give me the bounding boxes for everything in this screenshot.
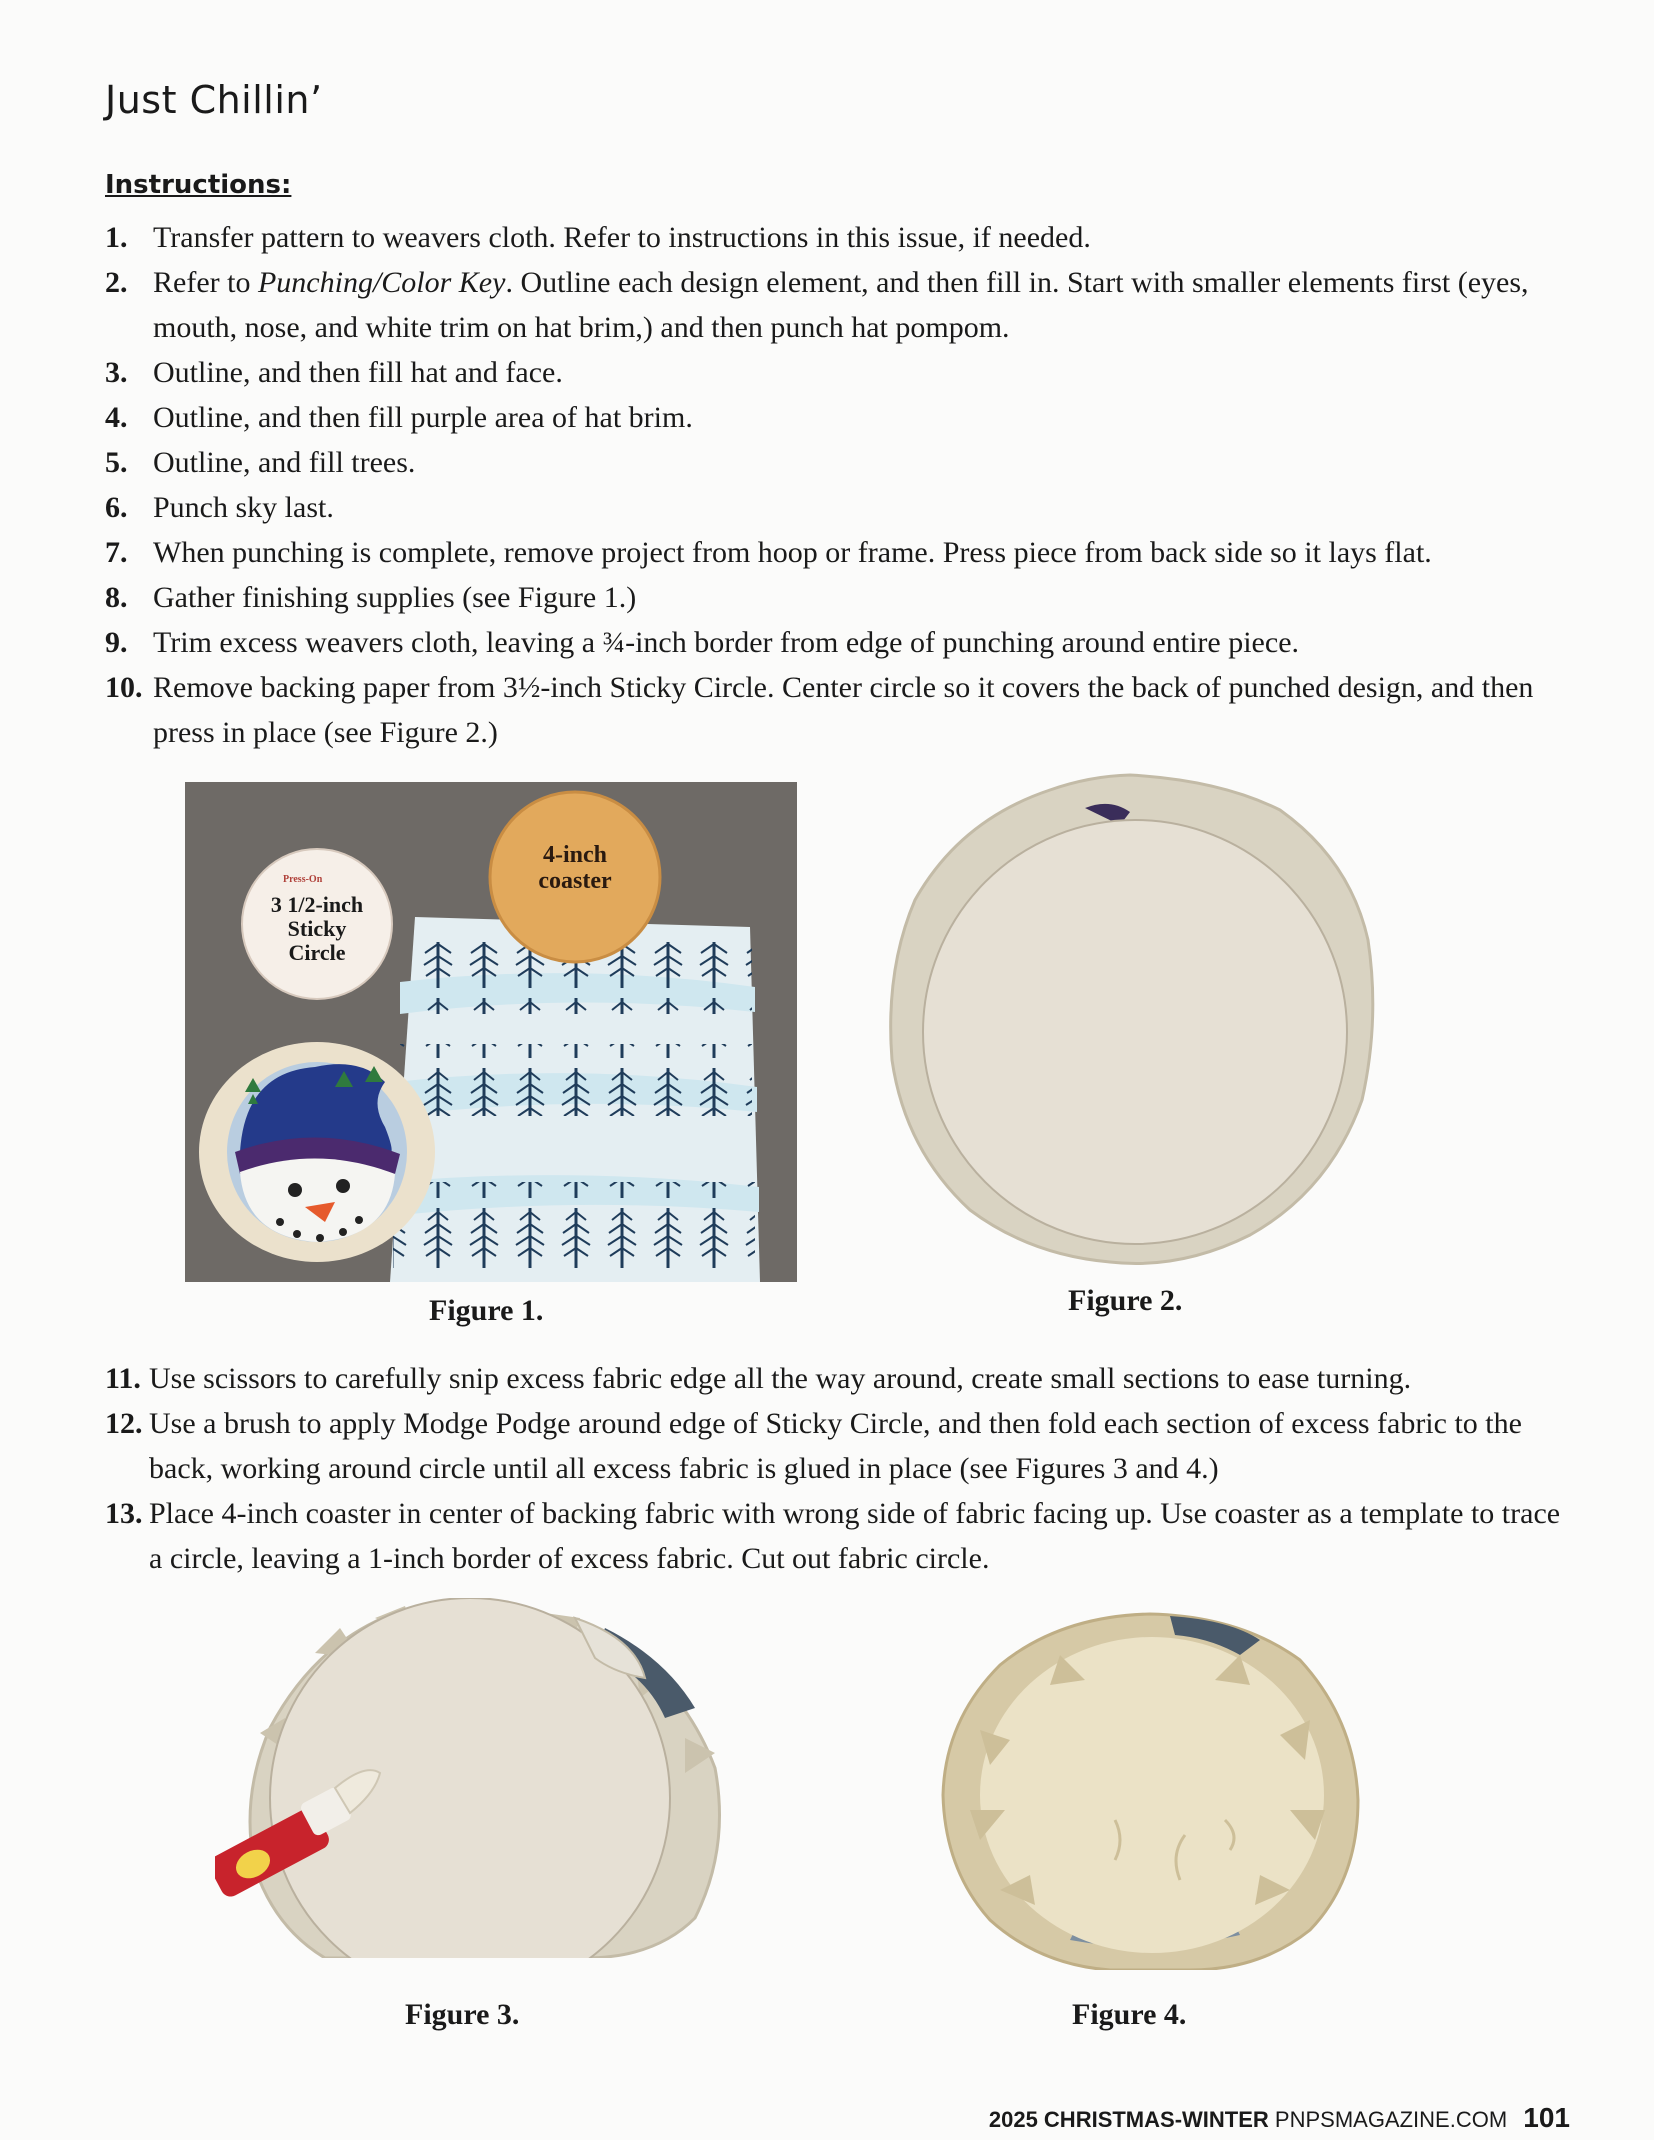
figure-1-supplies-photo xyxy=(185,782,797,1327)
step-number: 2. xyxy=(105,266,128,299)
step-text: Remove backing paper from 3½-inch Sticky Circle. Center circle so it covers the back of punched design, and then press in place (see Figure 2.) xyxy=(153,671,1534,749)
page-number: 101 xyxy=(1523,2102,1570,2133)
step-number: 7. xyxy=(105,536,128,569)
figure-2-photo xyxy=(880,770,1380,1317)
step-text: Use a brush to apply Modge Podge around edge of Sticky Circle, and then fold each section of excess fabric to the back, working around circle until all excess fabric is glued in place (see Figures 3 and 4.) xyxy=(149,1407,1522,1485)
coaster-label-line1: 4-inch xyxy=(542,842,608,868)
step-text-post: . Outline each design element, and then fill in. Start with smaller elements first (eyes, mouth, nose, and white trim on hat brim,) and then punch hat pompom. xyxy=(153,266,1529,344)
step-1 xyxy=(105,215,1575,260)
step-text: Use scissors to carefully snip excess fabric edge all the way around, create small sections to ease turning. xyxy=(149,1362,1412,1395)
sticky-circle-on-fabric-illustration xyxy=(880,770,1380,1270)
footer-issue: 2025 CHRISTMAS-WINTER xyxy=(988,2107,1269,2132)
step-number: 3. xyxy=(105,356,128,389)
figure-1-caption: Figure 1. xyxy=(429,1294,544,1327)
step-text: Outline, and then fill purple area of hat brim. xyxy=(153,401,693,434)
step-number: 5. xyxy=(105,446,128,479)
step-text: Outline, and then fill hat and face. xyxy=(153,356,563,389)
step-8 xyxy=(105,575,1575,620)
sticky-brand-mark: Press-On xyxy=(283,874,323,885)
step-4 xyxy=(105,395,1575,440)
step-13 xyxy=(105,1491,1575,1581)
step-number: 13. xyxy=(105,1497,143,1530)
supplies-illustration xyxy=(185,782,797,1282)
step-text-pre: Refer to xyxy=(153,266,258,299)
step-6 xyxy=(105,485,1575,530)
sticky-label-line3: Circle xyxy=(288,940,346,965)
instruction-list-part2 xyxy=(105,1356,1575,1581)
sticky-label-line2: Sticky xyxy=(287,916,347,941)
figure-4-caption: Figure 4. xyxy=(1072,1998,1187,2031)
instruction-list-part1 xyxy=(105,215,1575,755)
step-number: 9. xyxy=(105,626,128,659)
step-number: 4. xyxy=(105,401,128,434)
step-text: Transfer pattern to weavers cloth. Refer to instructions in this issue, if needed. xyxy=(153,221,1091,254)
figure-3-caption: Figure 3. xyxy=(405,1998,520,2031)
folded-fabric-illustration xyxy=(940,1610,1360,1970)
figure-4-photo xyxy=(940,1610,1360,2031)
step-number: 12. xyxy=(105,1407,143,1440)
instructions-heading: Instructions: xyxy=(105,170,292,200)
step-2 xyxy=(105,260,1575,350)
sticky-label-line1: 3 1/2-inch xyxy=(270,892,364,917)
step-number: 1. xyxy=(105,221,128,254)
step-text: Outline, and fill trees. xyxy=(153,446,416,479)
gluing-fabric-illustration xyxy=(215,1598,735,1958)
step-number: 10. xyxy=(105,671,143,704)
glued-back-surface xyxy=(980,1637,1324,1953)
page-footer xyxy=(989,2102,1570,2134)
step-9 xyxy=(105,620,1575,665)
step-5 xyxy=(105,440,1575,485)
step-text: Trim excess weavers cloth, leaving a ¾-inch border from edge of punching around entire piece. xyxy=(153,626,1300,659)
step-number: 6. xyxy=(105,491,128,524)
step-text-emphasis: Punching/Color Key xyxy=(257,266,506,299)
step-text: Punch sky last. xyxy=(153,491,334,524)
page-title: Just Chillin’ xyxy=(105,78,323,122)
step-number: 8. xyxy=(105,581,128,614)
step-11 xyxy=(105,1356,1575,1401)
figure-3-photo xyxy=(215,1598,735,2031)
step-3 xyxy=(105,350,1575,395)
sticky-circle-board xyxy=(923,820,1347,1244)
step-text: When punching is complete, remove project from hoop or frame. Press piece from back side so it lays flat. xyxy=(153,536,1432,569)
footer-site: PNPSMAGAZINE.COM xyxy=(1274,2107,1508,2132)
coaster-label-line2: coaster xyxy=(538,868,612,894)
step-7 xyxy=(105,530,1575,575)
step-text: Place 4-inch coaster in center of backing fabric with wrong side of fabric facing up. Use coaster as a template to trace a circle, leaving a 1-inch border of excess fabric. Cut out fabric circle. xyxy=(149,1497,1561,1575)
step-text: Gather finishing supplies (see Figure 1.) xyxy=(153,581,637,614)
step-10 xyxy=(105,665,1575,755)
step-12 xyxy=(105,1401,1575,1491)
figure-2-caption: Figure 2. xyxy=(1068,1284,1183,1317)
step-number: 11. xyxy=(105,1362,141,1395)
